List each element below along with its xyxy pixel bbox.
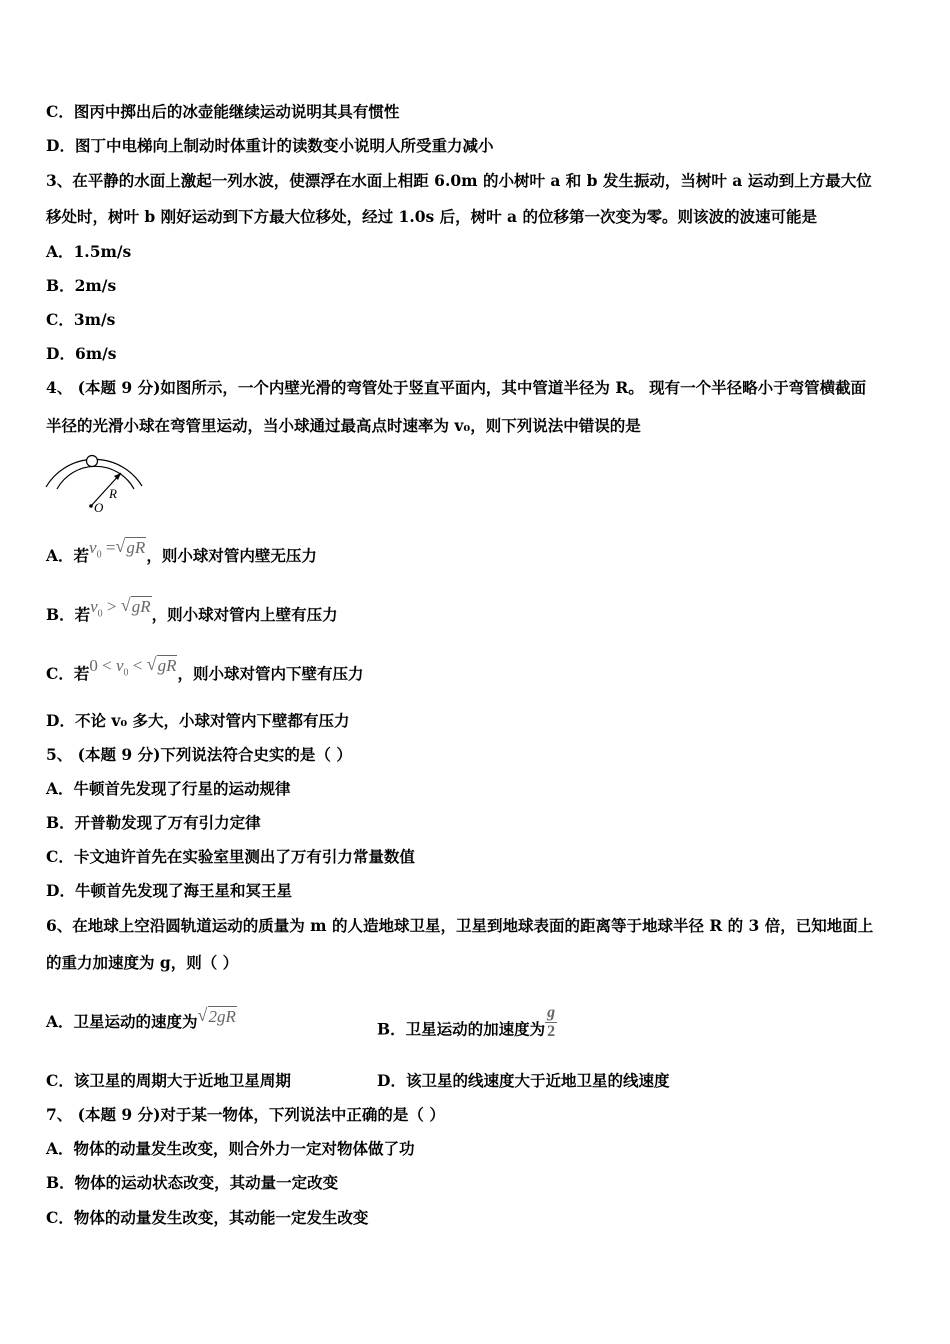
q6-option-a: A．卫星运动的速度为 √ 2gR (46, 1005, 236, 1031)
svg-text:O: O (94, 500, 104, 515)
q3-option-a: A．1.5m/s (46, 242, 132, 261)
q6-option-b: B．卫星运动的加速度为 $\frac{g}{2}$ (377, 1004, 556, 1040)
prev-option-c: C．图丙中掷出后的冰壶能继续运动说明其具有惯性 (46, 102, 400, 121)
q7-stem: 7、 (本题 9 分)对于某一物体，下列说法中正确的是（ ） (46, 1105, 445, 1124)
q5-stem: 5、 (本题 9 分)下列说法符合史实的是（ ） (46, 745, 352, 764)
prev-option-d: D．图丁中电梯向上制动时体重计的读数变小说明人所受重力减小 (46, 136, 494, 155)
q4-stem-line2: 半径的光滑小球在弯管里运动，当小球通过最高点时速率为 v₀，则下列说法中错误的是 (46, 416, 641, 435)
q6-stem-line1: 6、在地球上空沿圆轨道运动的质量为 m 的人造地球卫星，卫星到地球表面的距离等于地球半径 R 的 3 倍，已知地面上 (46, 916, 874, 935)
q4-c-formula: $0 < v_0$ < √ gR (89, 654, 177, 679)
q4-option-d: D．不论 v₀ 多大，小球对管内下壁都有压力 (46, 711, 350, 730)
q3-option-b: B．2m/s (46, 276, 117, 295)
q4-a-formula: $v_0$ = √ gR (89, 536, 146, 561)
q4-option-c: C．若$0 < v_0$ < √ gR，则小球对管内下壁有压力 (46, 654, 364, 683)
q4-option-a: A．若$v_0$ = √ gR，则小球对管内壁无压力 (46, 536, 317, 565)
q5-option-c: C．卡文迪许首先在实验室里测出了万有引力常量数值 (46, 847, 415, 866)
q7-option-a: A．物体的动量发生改变，则合外力一定对物体做了功 (46, 1139, 415, 1158)
q6-b-fraction: $\frac{g}{2}$ (547, 1004, 556, 1040)
q6-option-d: D．该卫星的线速度大于近地卫星的线速度 (377, 1071, 670, 1090)
q3-option-d: D．6m/s (46, 344, 117, 363)
q5-option-d: D．牛顿首先发现了海王星和冥王星 (46, 881, 292, 900)
q3-option-c: C．3m/s (46, 310, 116, 329)
q5-option-a: A．牛顿首先发现了行星的运动规律 (46, 779, 291, 798)
q4-option-b: B．若$v_0$ > √ gR，则小球对管内上壁有压力 (46, 595, 338, 624)
q7-option-b: B．物体的运动状态改变，其动量一定改变 (46, 1173, 339, 1192)
q5-option-b: B．开普勒发现了万有引力定律 (46, 813, 261, 832)
q4-stem-line1: 4、 (本题 9 分)如图所示，一个内壁光滑的弯管处于竖直平面内，其中管道半径为 R。 现有一个半径略小于弯管横截面 (46, 378, 867, 397)
q7-option-c: C．物体的动量发生改变，其动能一定发生改变 (46, 1208, 369, 1227)
q6-stem-line2: 的重力加速度为 g，则（ ） (46, 953, 239, 972)
q3-stem-line1: 3、在平静的水面上激起一列水波，使漂浮在水面上相距 6.0m 的小树叶 a 和 b 发生振动，当树叶 a 运动到上方最大位 (46, 171, 872, 190)
q4-b-formula: $v_0$ > √ gR (90, 595, 151, 620)
q6-a-formula: √ 2gR (197, 1005, 236, 1026)
q3-stem-line2: 移处时，树叶 b 刚好运动到下方最大位移处，经过 1.0s 后，树叶 a 的位移第一次变为零。则该波的波速可能是 (46, 207, 817, 226)
svg-text:R: R (109, 486, 117, 501)
bent-tube-figure (40, 450, 150, 520)
q6-option-c: C．该卫星的周期大于近地卫星周期 (46, 1071, 291, 1090)
